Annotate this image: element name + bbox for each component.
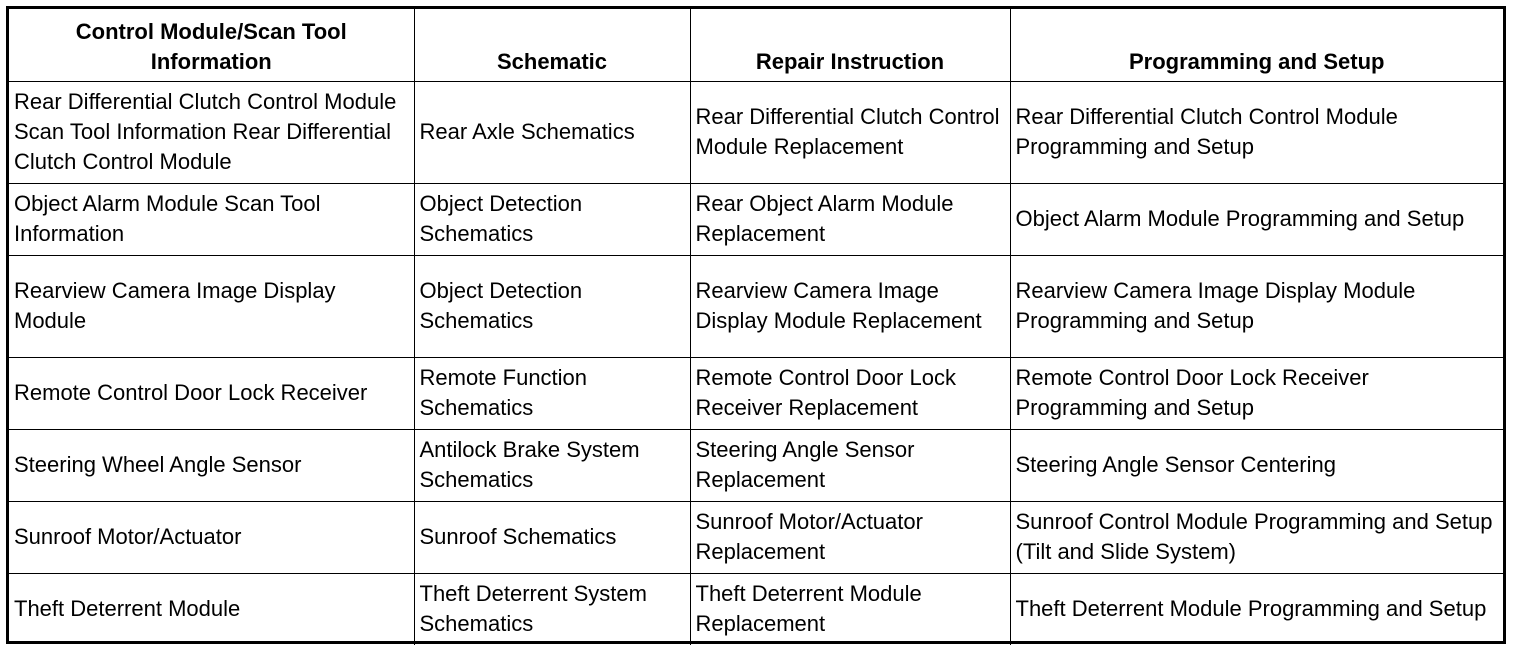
- cell-schematic: Rear Axle Schematics: [414, 81, 690, 183]
- cell-control-module: Rear Differential Clutch Control Module Scan Tool Information Rear Differential Clutch Control Module: [9, 81, 414, 183]
- table-row: [9, 357, 1503, 429]
- header-row: [9, 9, 1503, 81]
- cell-programming-setup: Rear Differential Clutch Control Module Programming and Setup: [1010, 81, 1503, 183]
- table-row: [9, 81, 1503, 183]
- table-row: [9, 183, 1503, 255]
- cell-schematic: Object Detection Schematics: [414, 183, 690, 255]
- cell-programming-setup: Steering Angle Sensor Centering: [1010, 429, 1503, 501]
- cell-repair-instruction: Rearview Camera Image Display Module Replacement: [690, 255, 1010, 357]
- cell-schematic: Theft Deterrent System Schematics: [414, 573, 690, 645]
- cell-control-module: Rearview Camera Image Display Module: [9, 255, 414, 357]
- cell-schematic: Object Detection Schematics: [414, 255, 690, 357]
- header-programming-setup: Programming and Setup: [1010, 9, 1503, 81]
- cell-schematic: Antilock Brake System Schematics: [414, 429, 690, 501]
- cell-control-module: Object Alarm Module Scan Tool Information: [9, 183, 414, 255]
- cell-repair-instruction: Remote Control Door Lock Receiver Replacement: [690, 357, 1010, 429]
- cell-programming-setup: Remote Control Door Lock Receiver Programming and Setup: [1010, 357, 1503, 429]
- cell-programming-setup: Sunroof Control Module Programming and Setup (Tilt and Slide System): [1010, 501, 1503, 573]
- cell-control-module: Sunroof Motor/Actuator: [9, 501, 414, 573]
- header-repair-instruction: Repair Instruction: [690, 9, 1010, 81]
- cell-schematic: Remote Function Schematics: [414, 357, 690, 429]
- module-info-table: [9, 9, 1503, 645]
- header-control-module: Control Module/Scan Tool Information: [9, 9, 414, 81]
- cell-programming-setup: Theft Deterrent Module Programming and Setup: [1010, 573, 1503, 645]
- cell-control-module: Remote Control Door Lock Receiver: [9, 357, 414, 429]
- cell-programming-setup: Rearview Camera Image Display Module Programming and Setup: [1010, 255, 1503, 357]
- cell-repair-instruction: Rear Differential Clutch Control Module Replacement: [690, 81, 1010, 183]
- table-row: [9, 573, 1503, 645]
- cell-repair-instruction: Sunroof Motor/Actuator Replacement: [690, 501, 1010, 573]
- table-row: [9, 429, 1503, 501]
- table-row: [9, 255, 1503, 357]
- cell-repair-instruction: Theft Deterrent Module Replacement: [690, 573, 1010, 645]
- cell-control-module: Steering Wheel Angle Sensor: [9, 429, 414, 501]
- cell-repair-instruction: Rear Object Alarm Module Replacement: [690, 183, 1010, 255]
- table-row: [9, 501, 1503, 573]
- header-schematic: Schematic: [414, 9, 690, 81]
- module-info-table-frame: [6, 6, 1506, 644]
- cell-repair-instruction: Steering Angle Sensor Replacement: [690, 429, 1010, 501]
- cell-control-module: Theft Deterrent Module: [9, 573, 414, 645]
- cell-schematic: Sunroof Schematics: [414, 501, 690, 573]
- cell-programming-setup: Object Alarm Module Programming and Setup: [1010, 183, 1503, 255]
